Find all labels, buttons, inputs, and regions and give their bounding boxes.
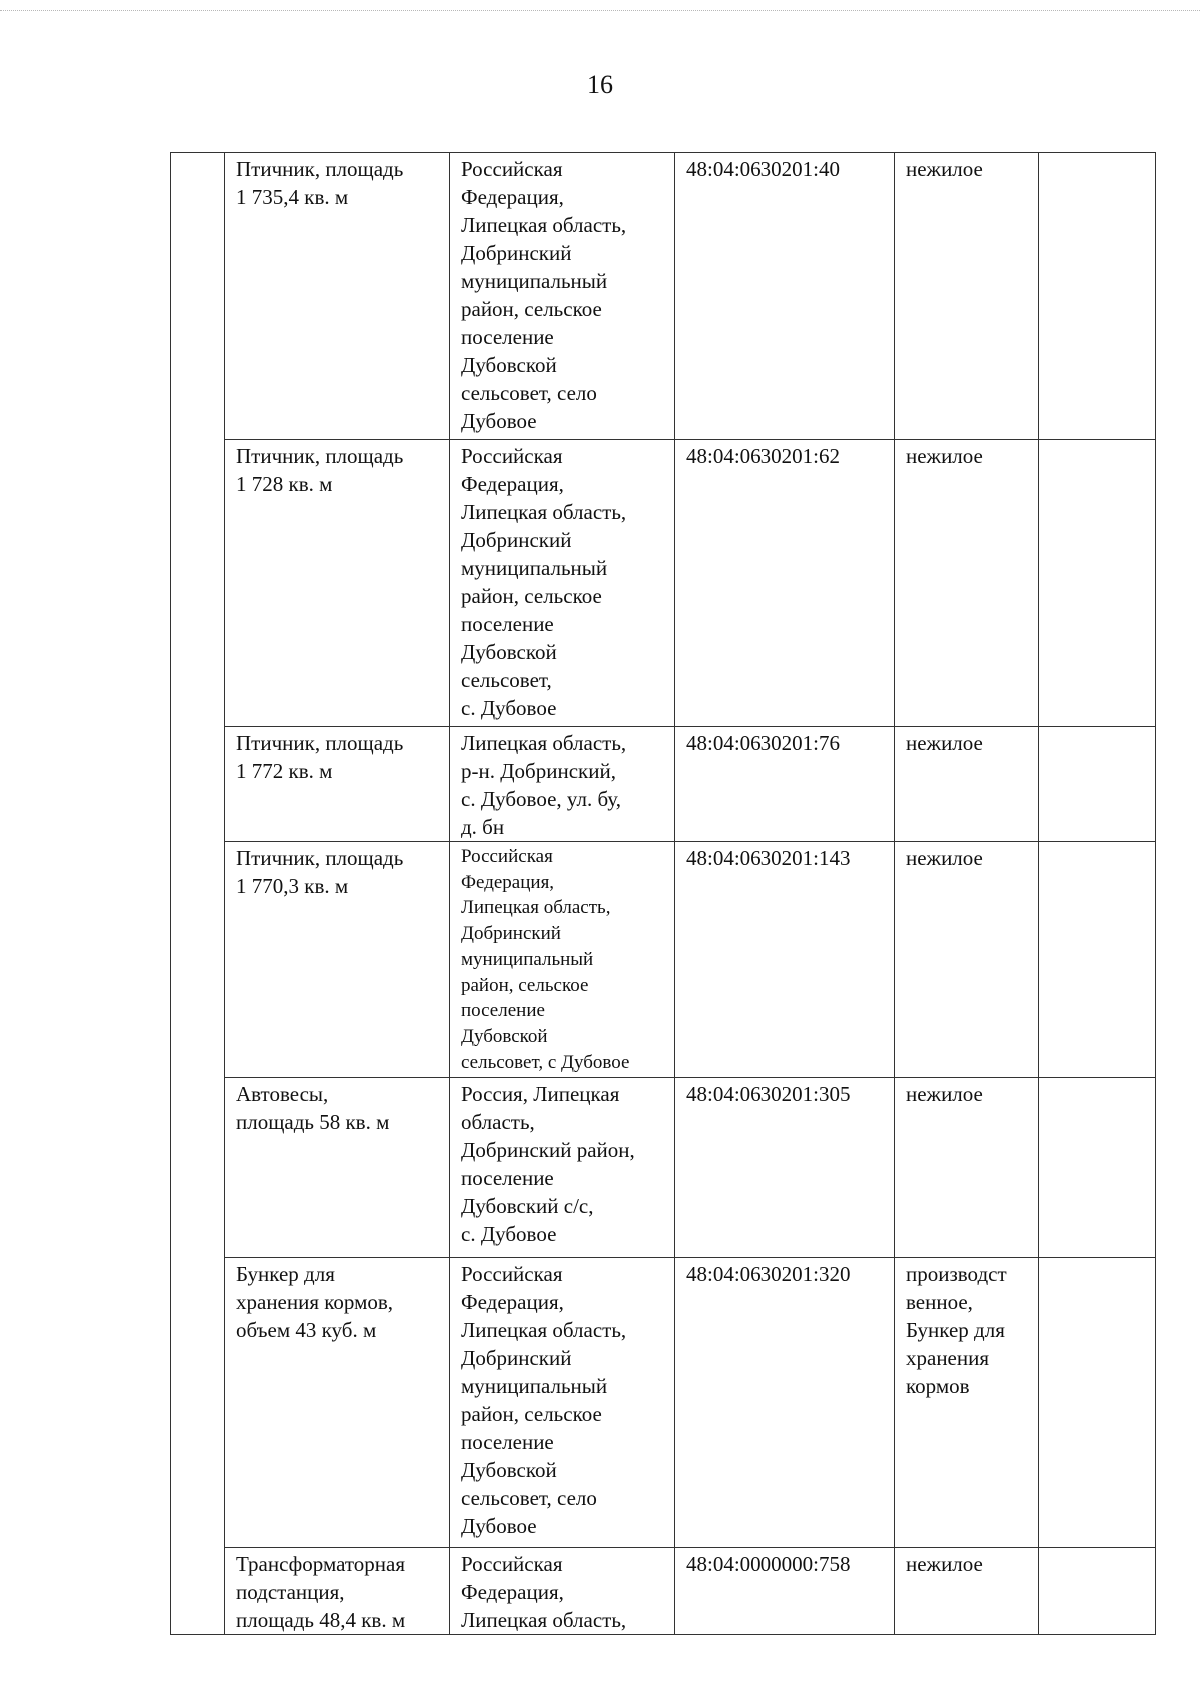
object-name: Птичник, площадь 1 728 кв. м (236, 444, 404, 496)
object-purpose: производст венное, Бункер для хранения кормов (906, 1262, 1007, 1398)
note-cell (1039, 842, 1156, 1078)
cadastral-number-cell (675, 727, 895, 842)
cadastral-number: 48:04:0630201:62 (686, 444, 841, 468)
object-address: Россия, Липецкая область, Добринский район, поселение Дубовский с/с, с. Дубовое (461, 1082, 635, 1246)
object-address: Российская Федерация, Липецкая область, Добринский муниципальный район, сельское поселение Дубовской сельсовет, с. Дубовое (461, 444, 627, 720)
address-cell (450, 727, 675, 842)
table-row (171, 153, 1156, 440)
object-name: Птичник, площадь 1 735,4 кв. м (236, 157, 404, 209)
purpose-cell (895, 842, 1039, 1078)
object-name-cell (225, 1258, 450, 1548)
cadastral-number: 48:04:0630201:40 (686, 157, 841, 181)
note-cell (1039, 440, 1156, 727)
cadastral-number-cell (675, 842, 895, 1078)
address-cell (450, 440, 675, 727)
note-cell (1039, 1078, 1156, 1258)
address-cell (450, 842, 675, 1078)
object-address: Российская Федерация, Липецкая область, Добринский муниципальный район, сельское поселение Дубовской сельсовет, с Дубовое (461, 846, 630, 1073)
note-cell (1039, 1548, 1156, 1635)
purpose-cell (895, 1258, 1039, 1548)
table-row (171, 1078, 1156, 1258)
index-cell (171, 153, 225, 1635)
object-name-cell (225, 153, 450, 440)
cadastral-number: 48:04:0630201:76 (686, 731, 841, 755)
object-address: Российская Федерация, Липецкая область, Добринский муниципальный район, сельское поселение Дубовской сельсовет, село Дубовое (461, 157, 627, 433)
address-cell (450, 1078, 675, 1258)
table-row (171, 1548, 1156, 1635)
object-purpose: нежилое (906, 846, 983, 870)
object-address: Российская Федерация, Липецкая область, (461, 1552, 627, 1632)
purpose-cell (895, 153, 1039, 440)
cadastral-number: 48:04:0630201:320 (686, 1262, 851, 1286)
object-address: Липецкая область, р-н. Добринский, с. Дубовое, ул. бу, д. бн (461, 731, 627, 839)
object-purpose: нежилое (906, 731, 983, 755)
note-cell (1039, 153, 1156, 440)
cadastral-number: 48:04:0000000:758 (686, 1552, 851, 1576)
object-name: Бункер для хранения кормов, объем 43 куб. м (236, 1262, 394, 1342)
purpose-cell (895, 1548, 1039, 1635)
object-name: Птичник, площадь 1 770,3 кв. м (236, 846, 404, 898)
cadastral-number: 48:04:0630201:143 (686, 846, 851, 870)
purpose-cell (895, 440, 1039, 727)
object-name-cell (225, 1548, 450, 1635)
cadastral-number-cell (675, 153, 895, 440)
property-table (170, 152, 1156, 1635)
purpose-cell (895, 1078, 1039, 1258)
object-name: Автовесы, площадь 58 кв. м (236, 1082, 390, 1134)
table-row (171, 440, 1156, 727)
object-purpose: нежилое (906, 1082, 983, 1106)
scan-top-edge (0, 10, 1200, 11)
table-row (171, 842, 1156, 1078)
object-name-cell (225, 440, 450, 727)
cadastral-number-cell (675, 1548, 895, 1635)
table-row (171, 1258, 1156, 1548)
object-name: Птичник, площадь 1 772 кв. м (236, 731, 404, 783)
note-cell (1039, 1258, 1156, 1548)
table-row (171, 727, 1156, 842)
object-address: Российская Федерация, Липецкая область, Добринский муниципальный район, сельское поселение Дубовской сельсовет, село Дубовое (461, 1262, 627, 1538)
address-cell (450, 153, 675, 440)
cadastral-number-cell (675, 1258, 895, 1548)
object-name-cell (225, 727, 450, 842)
object-name-cell (225, 1078, 450, 1258)
page-number: 16 (587, 70, 613, 99)
object-purpose: нежилое (906, 157, 983, 181)
cadastral-number: 48:04:0630201:305 (686, 1082, 851, 1106)
address-cell (450, 1258, 675, 1548)
cadastral-number-cell (675, 440, 895, 727)
address-cell (450, 1548, 675, 1635)
note-cell (1039, 727, 1156, 842)
object-name: Трансформаторная подстанция, площадь 48,4 кв. м (236, 1552, 406, 1632)
object-name-cell (225, 842, 450, 1078)
purpose-cell (895, 727, 1039, 842)
cadastral-number-cell (675, 1078, 895, 1258)
object-purpose: нежилое (906, 444, 983, 468)
object-purpose: нежилое (906, 1552, 983, 1576)
